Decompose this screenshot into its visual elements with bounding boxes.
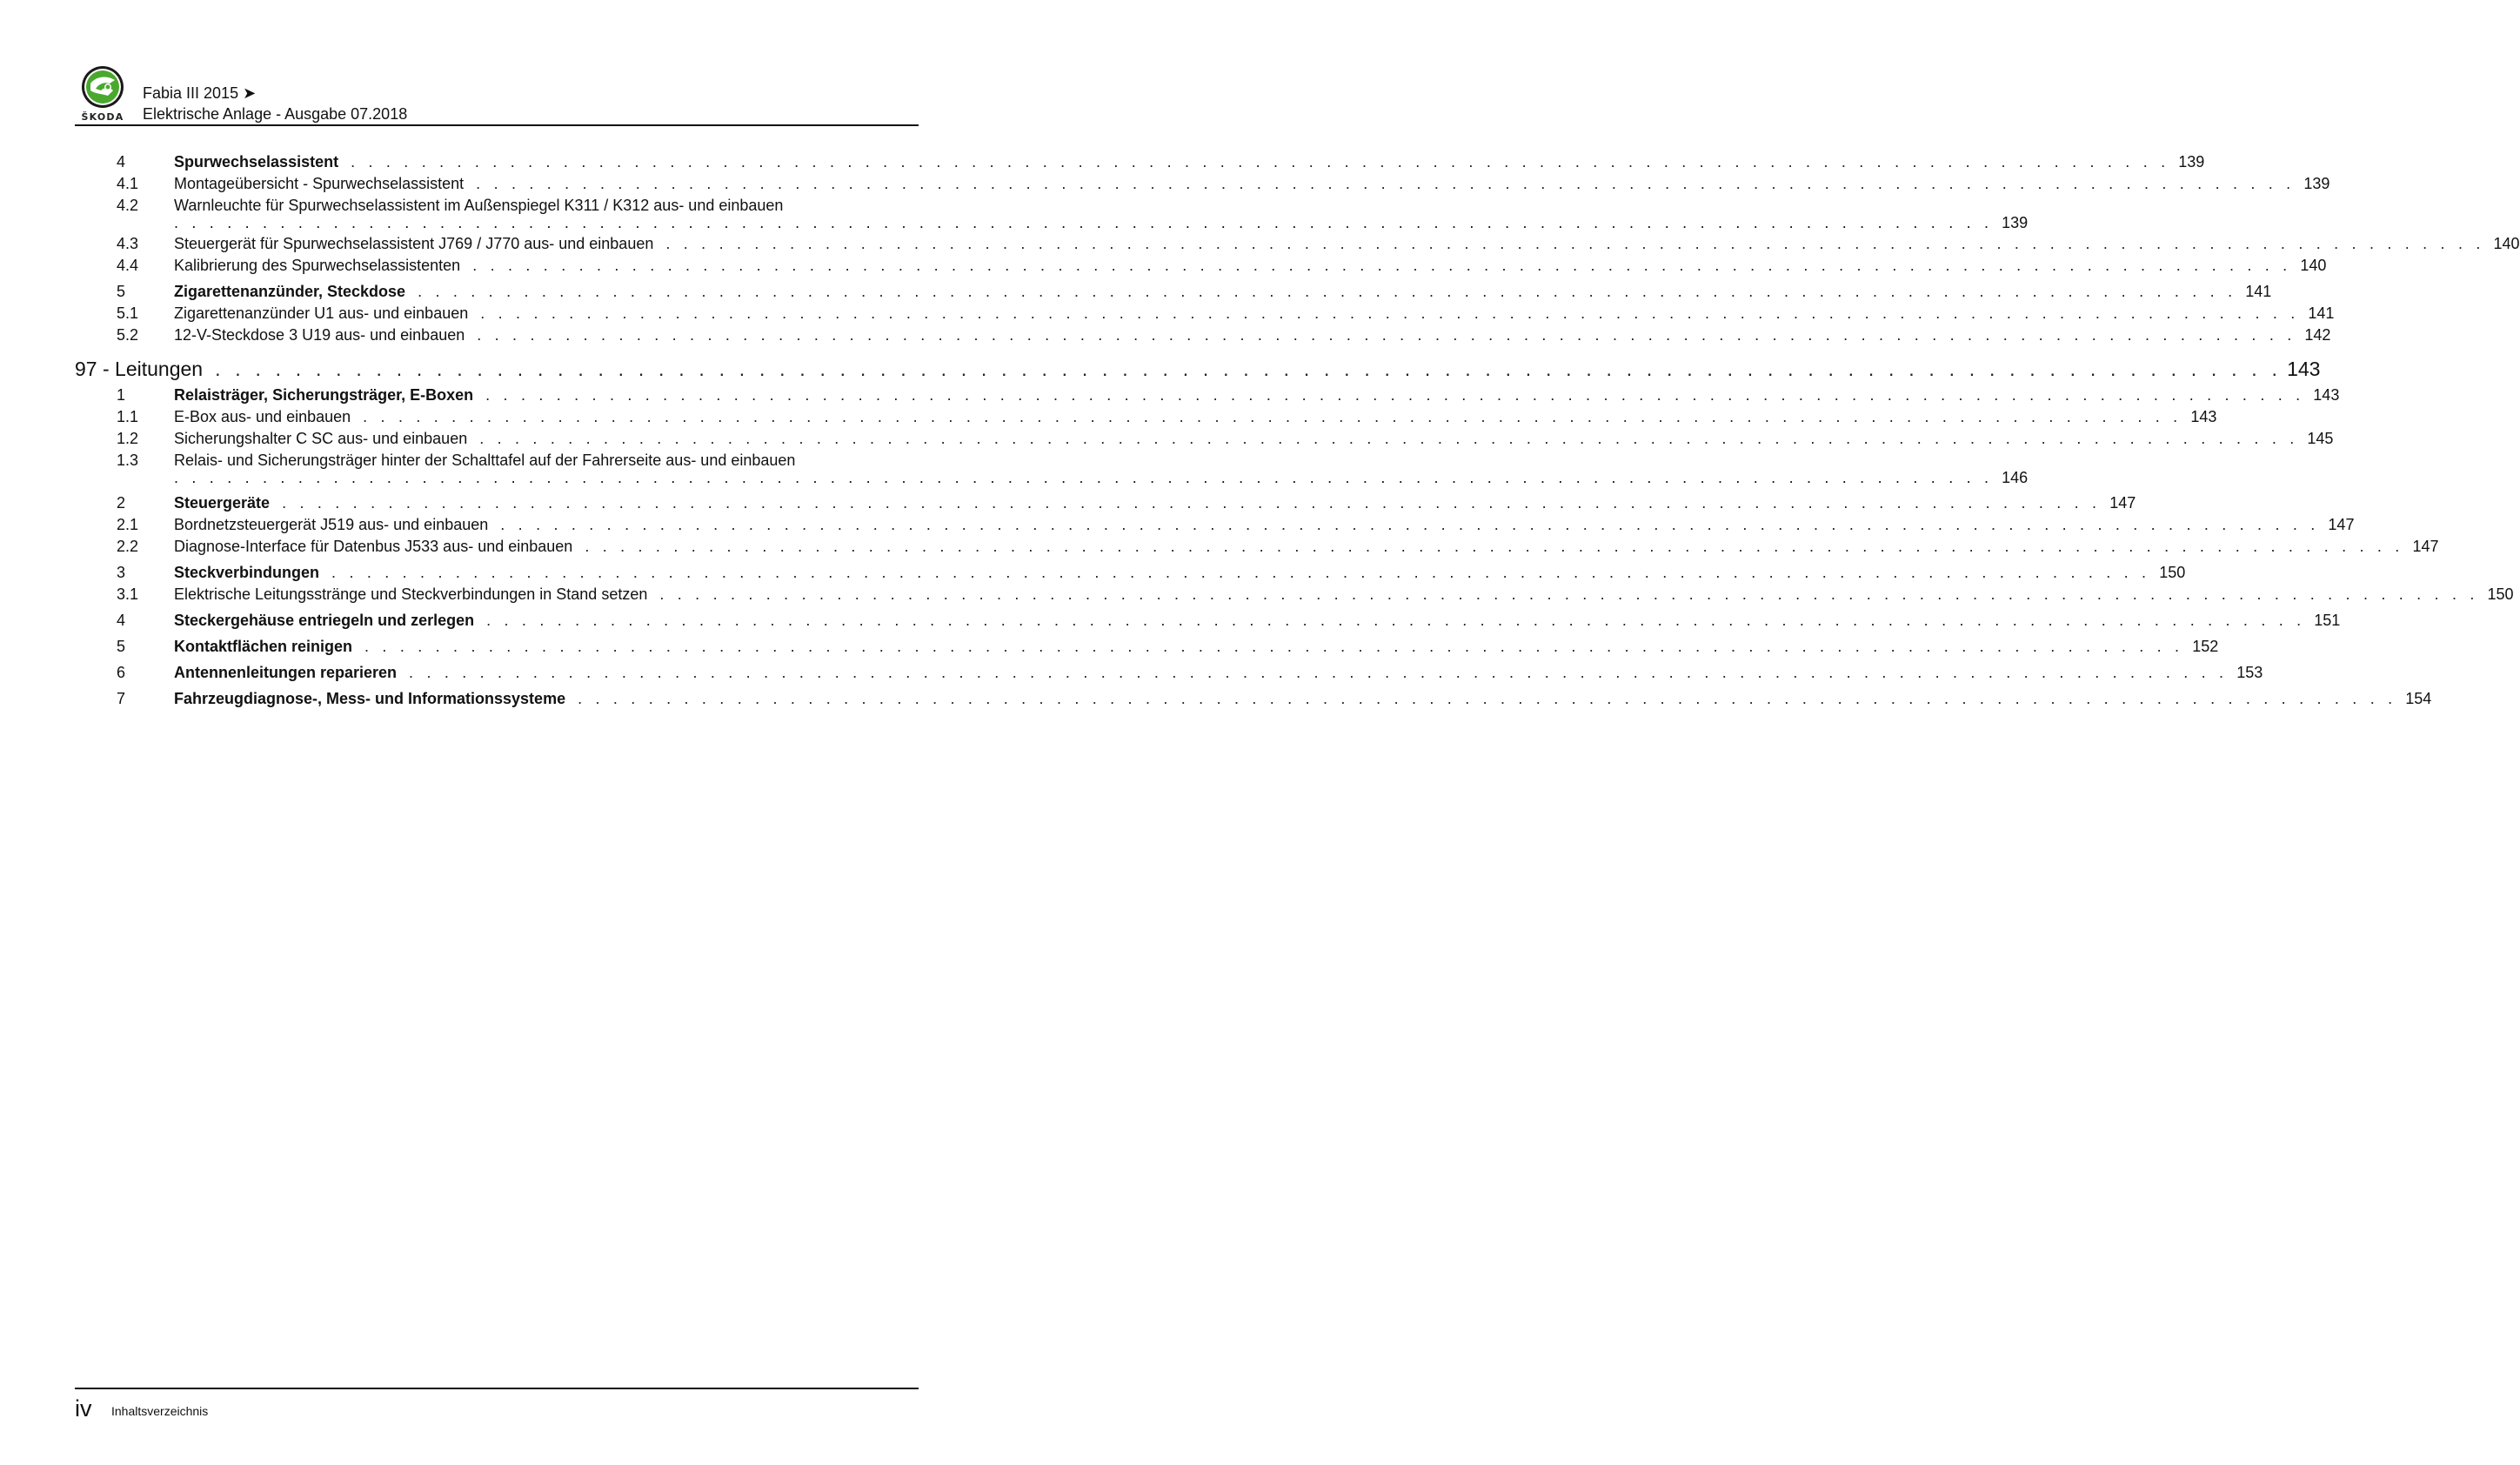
toc-entry-title: Sicherungshalter C SC aus- und einbauen [174, 430, 468, 447]
toc-entry-title: Kontaktflächen reinigen [174, 638, 353, 655]
dot-leader: . . . . . . . . . . . . . . . . . . . . . . . . . . . . . . . . . . . . . . . . . . . . . . . . . . . . . . . . . . . . . . . . . . . . . . . . . . . . . . . . . . . . . . . . . . . . . . . . . . . . . . . [174, 214, 1994, 231]
toc-entry[interactable] [75, 407, 2217, 429]
toc-entry-number: 1.2 [117, 430, 139, 447]
toc-entry[interactable] [75, 325, 2331, 347]
dot-leader: . . . . . . . . . . . . . . . . . . . . . . . . . . . . . . . . . . . . . . . . . . . . . . . . . . . . . . . . . . . . . . . . . . . . . . . . . . . . . . . . . . . . . . . . . . . . . . . . . . . . . . . [351, 153, 2170, 171]
page-number: iv [75, 1395, 92, 1422]
toc-entry-page: 147 [2328, 516, 2355, 533]
toc-entry[interactable] [75, 429, 2334, 451]
toc-entry[interactable] [75, 174, 2330, 196]
toc-entry-number: 4.4 [117, 257, 139, 274]
toc-entry-title: Warnleuchte für Spurwechselassistent im Außenspiegel K311 / K312 aus- und einbauen [174, 197, 784, 214]
dot-leader: . . . . . . . . . . . . . . . . . . . . . . . . . . . . . . . . . . . . . . . . . . . . . . . . . . . . . . . . . . . . . . . . . . . . . . . . . . . . . . . . . . . . . . . . . . . . . . . . . . . . . . . [585, 538, 2404, 555]
dot-leader: . . . . . . . . . . . . . . . . . . . . . . . . . . . . . . . . . . . . . . . . . . . . . . . . . . . . . . . . . . . . . . . . . . . . . . . . . . . . . . . . . . . . . . . . . . . . . . . . . . . . . . . [363, 408, 2182, 425]
toc-entry-page: 139 [2178, 153, 2205, 171]
toc-entry[interactable] [75, 256, 2327, 278]
toc-entry-title: Bordnetzsteuergerät J519 aus- und einbauen [174, 516, 489, 533]
toc-entry-page: 140 [2493, 235, 2520, 252]
document-title: Elektrische Anlage - Ausgabe 07.2018 [143, 105, 408, 123]
toc-entry[interactable] [75, 515, 2355, 537]
dot-leader: . . . . . . . . . . . . . . . . . . . . . . . . . . . . . . . . . . . . . . . . . . . . . . . . . . . . . . . . . . . . . . . . . . . . . . . . . . . . . . . . . . . . . . . . . . . . . . . . . . . . . . . [485, 386, 2305, 404]
toc-entry-page: 147 [2412, 538, 2439, 555]
toc-entry-title: Montageübersicht - Spurwechselassistent [174, 175, 465, 192]
toc-entry-page: 140 [2300, 257, 2327, 274]
toc-entry[interactable] [75, 196, 2029, 234]
dot-leader: . . . . . . . . . . . . . . . . . . . . . . . . . . . . . . . . . . . . . . . . . . . . . . . . . . . . . . . . . . . . . . . . . . . . . . . . . . . . . . . . . . . . . . . . . . . . . . . . . . . . . . . [215, 358, 2283, 380]
toc-entry-page: 139 [2002, 214, 2029, 231]
toc-entry-number: 6 [117, 664, 126, 681]
toc-entry[interactable] [75, 451, 2029, 489]
toc-entry[interactable] [75, 493, 2136, 515]
toc-entry-title: Fahrzeugdiagnose-, Mess- und Informationssysteme [174, 690, 566, 707]
dot-leader: . . . . . . . . . . . . . . . . . . . . . . . . . . . . . . . . . . . . . . . . . . . . . . . . . . . . . . . . . . . . . . . . . . . . . . . . . . . . . . . . . . . . . . . . . . . . . . . . . . . . . . . [479, 430, 2299, 447]
toc-entry[interactable] [75, 282, 2272, 304]
chapter-title: 97 - Leitungen [75, 358, 204, 380]
toc-entry-number: 4.3 [117, 235, 139, 252]
toc-entry[interactable] [75, 585, 2514, 606]
toc-entry-page: 154 [2405, 690, 2432, 707]
toc-entry-title: Zigarettenanzünder, Steckdose [174, 283, 406, 300]
skoda-logo [75, 64, 130, 127]
dot-leader: . . . . . . . . . . . . . . . . . . . . . . . . . . . . . . . . . . . . . . . . . . . . . . . . . . . . . . . . . . . . . . . . . . . . . . . . . . . . . . . . . . . . . . . . . . . . . . . . . . . . . . . [409, 664, 2229, 681]
footer-rule [75, 1388, 919, 1389]
toc-entry[interactable] [75, 563, 2186, 585]
toc-entry[interactable] [75, 385, 2340, 407]
toc-entry-number: 5.1 [117, 304, 139, 322]
toc-entry-title: Relaisträger, Sicherungsträger, E-Boxen [174, 386, 474, 404]
toc-entry-title: Steckergehäuse entriegeln und zerlegen [174, 612, 475, 629]
toc-entry-page: 147 [2109, 494, 2136, 512]
toc-entry-page: 152 [2192, 638, 2219, 655]
document-model: Fabia III 2015 ➤ [143, 84, 257, 102]
toc-entry[interactable] [75, 234, 2520, 256]
toc-entry-page: 151 [2314, 612, 2341, 629]
toc-entry-number: 1 [117, 386, 126, 404]
toc-entry-title: Steuergerät für Spurwechselassistent J769 / J770 aus- und einbauen [174, 235, 654, 252]
brand-wordmark: ŠKODA [81, 111, 124, 123]
toc-entry[interactable] [75, 637, 2219, 659]
toc-entry[interactable] [75, 611, 2341, 632]
toc-entry-number: 4.1 [117, 175, 139, 192]
toc-chapter-heading[interactable] [75, 356, 2321, 385]
footer-section-title: Inhaltsverzeichnis [111, 1404, 209, 1418]
toc-entry-number: 5 [117, 638, 126, 655]
dot-leader: . . . . . . . . . . . . . . . . . . . . . . . . . . . . . . . . . . . . . . . . . . . . . . . . . . . . . . . . . . . . . . . . . . . . . . . . . . . . . . . . . . . . . . . . . . . . . . . . . . . . . . . [282, 494, 2102, 512]
toc-entry-number: 2.2 [117, 538, 139, 555]
toc-entry-title: Zigarettenanzünder U1 aus- und einbauen [174, 304, 469, 322]
toc-entry-title: E-Box aus- und einbauen [174, 408, 351, 425]
toc-entry-page: 143 [2190, 408, 2217, 425]
toc-entry-number: 4 [117, 153, 126, 171]
toc-entry[interactable] [75, 663, 2263, 685]
toc-entry-number: 2.1 [117, 516, 139, 533]
toc-entry-number: 3 [117, 564, 126, 581]
dot-leader: . . . . . . . . . . . . . . . . . . . . . . . . . . . . . . . . . . . . . . . . . . . . . . . . . . . . . . . . . . . . . . . . . . . . . . . . . . . . . . . . . . . . . . . . . . . . . . . . . . . . . . . [418, 283, 2237, 300]
toc-entry-title: Diagnose-Interface für Datenbus J533 aus- und einbauen [174, 538, 573, 555]
dot-leader: . . . . . . . . . . . . . . . . . . . . . . . . . . . . . . . . . . . . . . . . . . . . . . . . . . . . . . . . . . . . . . . . . . . . . . . . . . . . . . . . . . . . . . . . . . . . . . . . . . . . . . . [578, 690, 2397, 707]
toc-entry-page: 141 [2245, 283, 2272, 300]
dot-leader: . . . . . . . . . . . . . . . . . . . . . . . . . . . . . . . . . . . . . . . . . . . . . . . . . . . . . . . . . . . . . . . . . . . . . . . . . . . . . . . . . . . . . . . . . . . . . . . . . . . . . . . [331, 564, 2151, 581]
dot-leader: . . . . . . . . . . . . . . . . . . . . . . . . . . . . . . . . . . . . . . . . . . . . . . . . . . . . . . . . . . . . . . . . . . . . . . . . . . . . . . . . . . . . . . . . . . . . . . . . . . . . . . . [364, 638, 2184, 655]
toc-entry-title: Steuergeräte [174, 494, 271, 512]
toc-entry-page: 145 [2307, 430, 2334, 447]
toc-entry-page: 143 [2313, 386, 2340, 404]
dot-leader: . . . . . . . . . . . . . . . . . . . . . . . . . . . . . . . . . . . . . . . . . . . . . . . . . . . . . . . . . . . . . . . . . . . . . . . . . . . . . . . . . . . . . . . . . . . . . . . . . . . . . . . [472, 257, 2292, 274]
toc-entry-number: 5.2 [117, 326, 139, 344]
header-rule [75, 124, 919, 126]
toc-entry-page: 142 [2304, 326, 2331, 344]
toc-entry[interactable] [75, 304, 2335, 325]
toc-entry-number: 2 [117, 494, 126, 512]
chapter-page: 143 [2287, 358, 2321, 380]
toc-entry-number: 1.1 [117, 408, 139, 425]
dot-leader: . . . . . . . . . . . . . . . . . . . . . . . . . . . . . . . . . . . . . . . . . . . . . . . . . . . . . . . . . . . . . . . . . . . . . . . . . . . . . . . . . . . . . . . . . . . . . . . . . . . . . . . [486, 612, 2306, 629]
toc-entry-title: Relais- und Sicherungsträger hinter der Schalttafel auf der Fahrerseite aus- und einbauen [174, 452, 796, 469]
toc-entry-number: 1.3 [117, 452, 139, 469]
toc-entry-title: Spurwechselassistent [174, 153, 339, 171]
dot-leader: . . . . . . . . . . . . . . . . . . . . . . . . . . . . . . . . . . . . . . . . . . . . . . . . . . . . . . . . . . . . . . . . . . . . . . . . . . . . . . . . . . . . . . . . . . . . . . . . . . . . . . . [476, 175, 2296, 192]
toc-entry-page: 139 [2303, 175, 2330, 192]
toc-entry[interactable] [75, 152, 2205, 174]
toc-entry-number: 7 [117, 690, 126, 707]
dot-leader: . . . . . . . . . . . . . . . . . . . . . . . . . . . . . . . . . . . . . . . . . . . . . . . . . . . . . . . . . . . . . . . . . . . . . . . . . . . . . . . . . . . . . . . . . . . . . . . . . . . . . . . [477, 326, 2296, 344]
toc-entry-title: Kalibrierung des Spurwechselassistenten [174, 257, 461, 274]
toc-entry-title: Steckverbindungen [174, 564, 320, 581]
dot-leader: . . . . . . . . . . . . . . . . . . . . . . . . . . . . . . . . . . . . . . . . . . . . . . . . . . . . . . . . . . . . . . . . . . . . . . . . . . . . . . . . . . . . . . . . . . . . . . . . . . . . . . . [665, 235, 2485, 252]
toc-entry-page: 141 [2308, 304, 2335, 322]
toc-entry-page: 150 [2487, 585, 2514, 603]
toc-entry-number: 5 [117, 283, 126, 300]
toc-entry-title: 12-V-Steckdose 3 U19 aus- und einbauen [174, 326, 465, 344]
toc-entry-page: 153 [2236, 664, 2263, 681]
toc-entry-title: Elektrische Leitungsstränge und Steckverbindungen in Stand setzen [174, 585, 648, 603]
dot-leader: . . . . . . . . . . . . . . . . . . . . . . . . . . . . . . . . . . . . . . . . . . . . . . . . . . . . . . . . . . . . . . . . . . . . . . . . . . . . . . . . . . . . . . . . . . . . . . . . . . . . . . . [480, 304, 2300, 322]
toc-entry-number: 4 [117, 612, 126, 629]
toc-entry-page: 150 [2159, 564, 2186, 581]
toc-entry-number: 4.2 [117, 197, 139, 214]
toc-entry[interactable] [75, 689, 2432, 711]
dot-leader: . . . . . . . . . . . . . . . . . . . . . . . . . . . . . . . . . . . . . . . . . . . . . . . . . . . . . . . . . . . . . . . . . . . . . . . . . . . . . . . . . . . . . . . . . . . . . . . . . . . . . . . [659, 585, 2479, 603]
dot-leader: . . . . . . . . . . . . . . . . . . . . . . . . . . . . . . . . . . . . . . . . . . . . . . . . . . . . . . . . . . . . . . . . . . . . . . . . . . . . . . . . . . . . . . . . . . . . . . . . . . . . . . . [174, 469, 1994, 486]
skoda-emblem-icon [75, 64, 130, 111]
toc-entry[interactable] [75, 537, 2439, 559]
toc-entry-number: 3.1 [117, 585, 139, 603]
toc-entry-page: 146 [2002, 469, 2029, 486]
table-of-contents [75, 152, 2520, 711]
dot-leader: . . . . . . . . . . . . . . . . . . . . . . . . . . . . . . . . . . . . . . . . . . . . . . . . . . . . . . . . . . . . . . . . . . . . . . . . . . . . . . . . . . . . . . . . . . . . . . . . . . . . . . . [500, 516, 2320, 533]
toc-entry-title: Antennenleitungen reparieren [174, 664, 398, 681]
